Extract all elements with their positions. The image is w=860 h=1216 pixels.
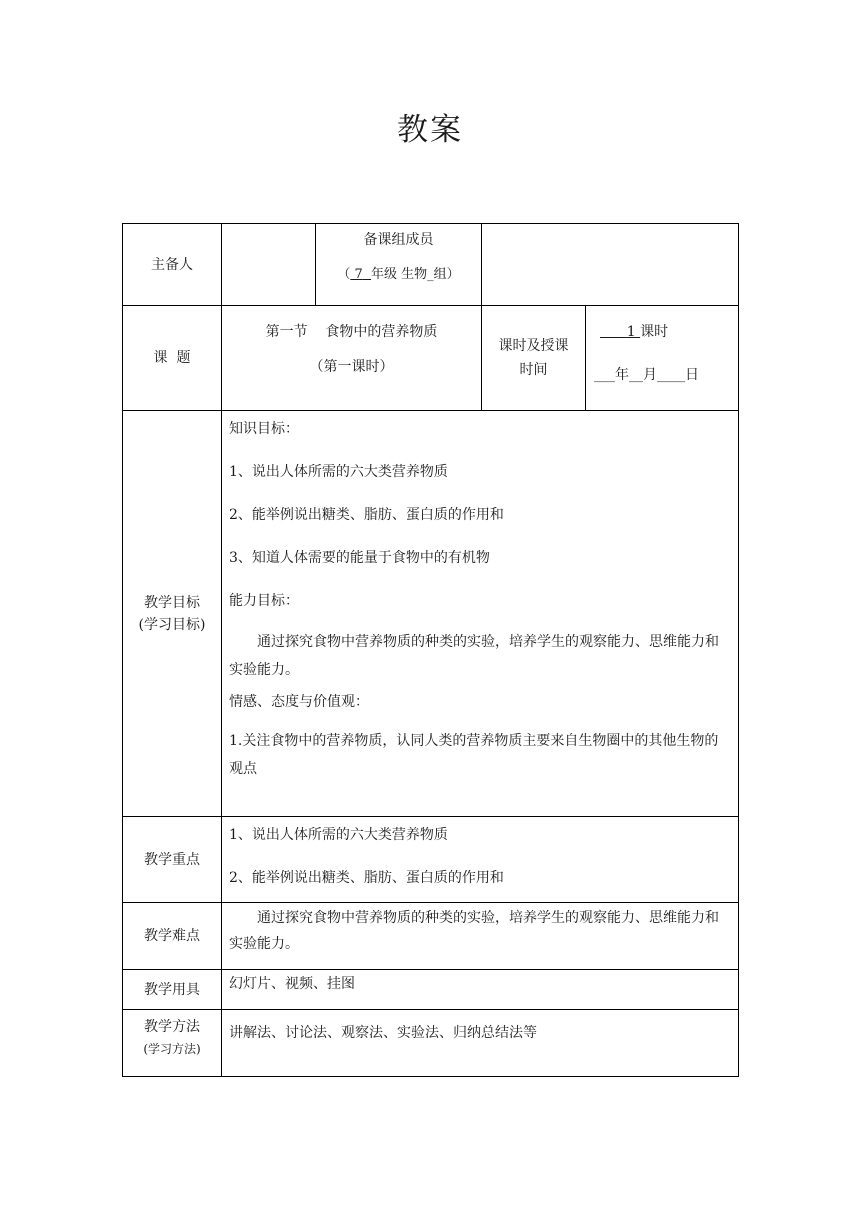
methods-content <box>222 1010 739 1077</box>
methods-label-line2: (学习方法) <box>143 1042 201 1056</box>
table-row-key-points <box>123 817 739 903</box>
table-row-tools <box>123 970 739 1010</box>
goals-label-line2: (学习目标) <box>138 616 206 633</box>
key-points-label: 教学重点 <box>123 817 222 903</box>
table-row-difficulty <box>123 903 739 970</box>
group-grade-prefix: （ <box>337 267 351 282</box>
table-row-topic <box>123 306 739 411</box>
difficulty-content <box>222 903 739 970</box>
lesson-plan-table <box>122 223 739 1077</box>
group-members-title: 备课组成员 <box>363 232 434 248</box>
period-hours <box>594 306 738 342</box>
group-members-value <box>482 224 739 306</box>
tools-text: 幻灯片、视频、挂图 <box>229 976 355 992</box>
goals-item: 通过探究食物中营养物质的种类的实验，培养学生的观察能力、思维能力和实验能力。 <box>229 634 719 678</box>
topic-line2: （第一课时） <box>309 359 394 375</box>
key-points-content <box>222 817 739 903</box>
group-members-header <box>316 224 482 306</box>
period-hours-blank: 1 <box>626 324 636 340</box>
tools-label: 教学用具 <box>123 970 222 1010</box>
goals-item: 1、说出人体所需的六大类营养物质 <box>229 464 448 480</box>
table-row-goals <box>123 411 739 817</box>
methods-text: 讲解法、讨论法、观察法、实验法、归纳总结法等 <box>229 1025 537 1041</box>
goals-label <box>123 411 222 817</box>
tools-content <box>222 970 739 1010</box>
table-row-methods <box>123 1010 739 1077</box>
goals-item: 1.关注食物中的营养物质，认同人类的营养物质主要来自生物圈中的其他生物的观点 <box>229 733 719 777</box>
preparer-value <box>222 224 316 306</box>
period-label <box>482 306 586 411</box>
page-title: 教案 <box>397 112 463 148</box>
group-grade-suffix: 年级 生物_组） <box>371 267 460 282</box>
preparer-label: 主备人 <box>123 224 222 306</box>
period-label-line1: 课时及授课 <box>498 338 569 354</box>
period-hours-suffix: 课时 <box>640 324 669 340</box>
methods-label <box>123 1010 222 1077</box>
goals-content <box>222 411 739 817</box>
table-row-preparer <box>123 224 739 306</box>
topic-value <box>222 306 482 411</box>
topic-line1: 第一节 食物中的营养物质 <box>265 324 438 340</box>
key-points-item: 1、说出人体所需的六大类营养物质 <box>229 827 448 843</box>
goals-item: 3、知道人体需要的能量于食物中的有机物 <box>229 550 490 566</box>
goals-item: 知识目标： <box>229 421 299 437</box>
period-date: ___年__月____日 <box>594 367 699 383</box>
period-value <box>586 306 739 411</box>
goals-item: 2、能举例说出糖类、脂肪、蛋白质的作用和 <box>229 507 504 523</box>
methods-label-line1: 教学方法 <box>144 1019 200 1035</box>
goals-item: 能力目标： <box>229 593 299 609</box>
key-points-item: 2、能举例说出糖类、脂肪、蛋白质的作用和 <box>229 870 504 886</box>
group-grade-value: 7 <box>354 267 363 282</box>
group-grade-line <box>316 265 481 285</box>
period-label-line2: 时间 <box>519 362 548 378</box>
difficulty-label: 教学难点 <box>123 903 222 970</box>
goals-item: 情感、态度与价值观： <box>229 694 369 710</box>
difficulty-text: 通过探究食物中营养物质的种类的实验，培养学生的观察能力、思维能力和实验能力。 <box>229 910 719 952</box>
topic-label: 课 题 <box>123 306 222 411</box>
goals-label-line1: 教学目标 <box>144 594 200 611</box>
